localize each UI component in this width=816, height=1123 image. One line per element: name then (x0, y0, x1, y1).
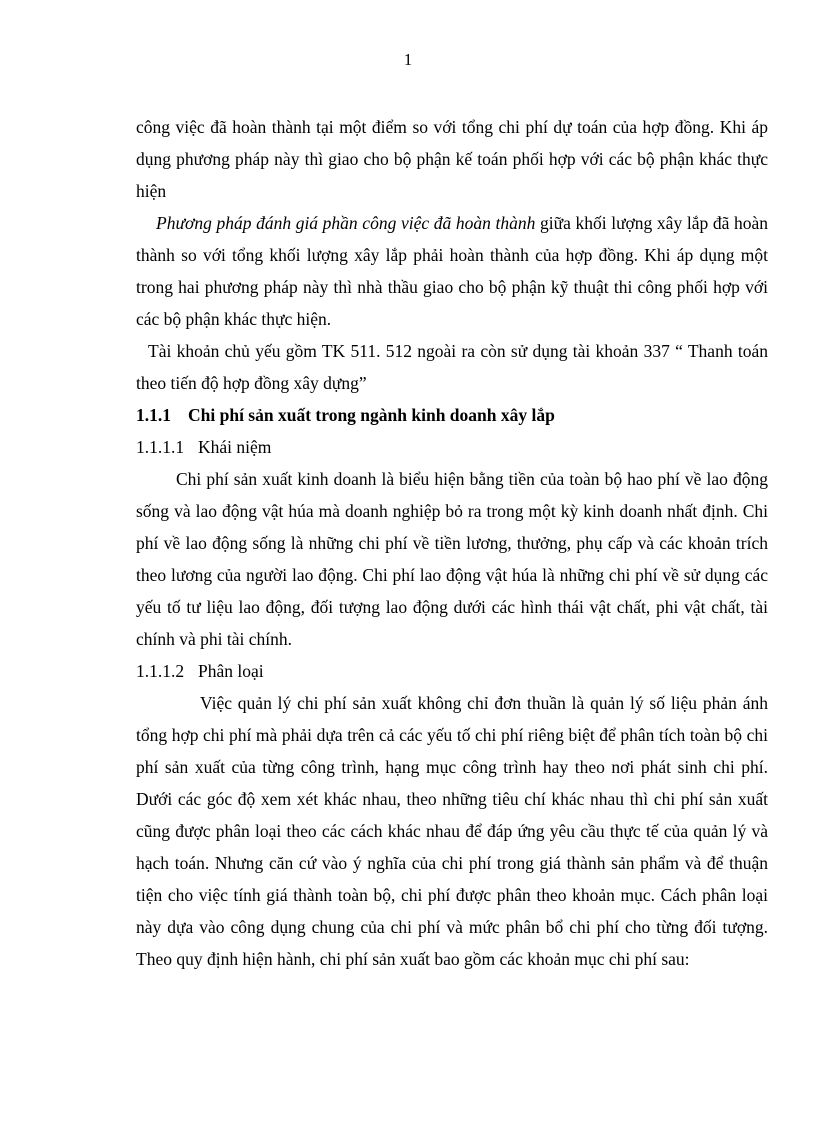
paragraph: công việc đã hoàn thành tại một điểm so với tổng chi phí dự toán của hợp đồng. Khi áp dụng phương pháp này thì giao cho bộ phận kế toán phối hợp với các bộ phận khác thực hiện (136, 117, 768, 201)
italic-phrase: Phương pháp đánh giá phần công việc đã hoàn thành (156, 213, 536, 233)
paragraph: Tài khoản chủ yếu gồm TK 511. 512 ngoài ra còn sử dụng tài khoản 337 “ Thanh toán theo tiến độ hợp đồng xây dựng” (136, 341, 768, 393)
section-number: 1.1.1 (136, 405, 171, 425)
subsection-number: 1.1.1.2 (136, 661, 185, 681)
paragraph: Việc quản lý chi phí sản xuất không chỉ đơn thuần là quản lý số liệu phản ánh tổng hợp chi phí mà phải dựa trên cả các yếu tố chi phí riêng biệt để phân tích toàn bộ chi phí sản xuất của từng công trình, hạng mục công trình hay theo nơi phát sinh chi phí. Dưới các góc độ xem xét khác nhau, theo những tiêu chí khác nhau thì chi phí sản xuất cũng được phân loại theo các cách khác nhau để đáp ứng yêu cầu thực tế của quản lý và hạch toán. Nhưng căn cứ vào ý nghĩa của chi phí trong giá thành sản phẩm và để thuận tiện cho việc tính giá thành toàn bộ, chi phí được phân theo khoản mục. Cách phân loại này dựa vào công dụng chung của chi phí và mức phân bổ chi phí cho từng đối tượng. Theo quy định hiện hành, chi phí sản xuất bao gồm các khoản mục chi phí sau: (136, 693, 768, 969)
paragraph-text: giữa khối lượng xây lắp đã hoàn thành so với tổng khối lượng xây lắp phải hoàn thành của hợp đồng. Khi áp dụng một trong hai phương pháp này thì nhà thầu giao cho bộ phận kỹ thuật thi công phối hợp với các bộ phận khác thực hiện. (136, 213, 768, 329)
paragraph: Chi phí sản xuất kinh doanh là biểu hiện bằng tiền của toàn bộ hao phí về lao động sống và lao động vật húa mà doanh nghiệp bỏ ra trong một kỳ kinh doanh nhất định. Chi phí về lao động sống là những chi phí về tiền lương, thưởng, phụ cấp và các khoản trích theo lương của người lao động. Chi phí lao động vật húa là những chi phí về sử dụng các yếu tố tư liệu lao động, đối tượng lao động dưới các hình thái vật chất, phi vật chất, tài chính và phi tài chính. (136, 469, 768, 649)
subsection-heading (136, 431, 768, 463)
paragraph (136, 207, 768, 335)
section-title: Chi phí sản xuất trong ngành kinh doanh xây lắp (188, 405, 555, 425)
subsection-title: Phân loại (198, 661, 264, 681)
document-body (136, 111, 768, 975)
page-number: 1 (403, 50, 413, 69)
subsection-number: 1.1.1.1 (136, 437, 185, 457)
subsection-heading (136, 655, 768, 687)
section-heading (136, 399, 768, 431)
subsection-title: Khái niệm (198, 437, 272, 457)
